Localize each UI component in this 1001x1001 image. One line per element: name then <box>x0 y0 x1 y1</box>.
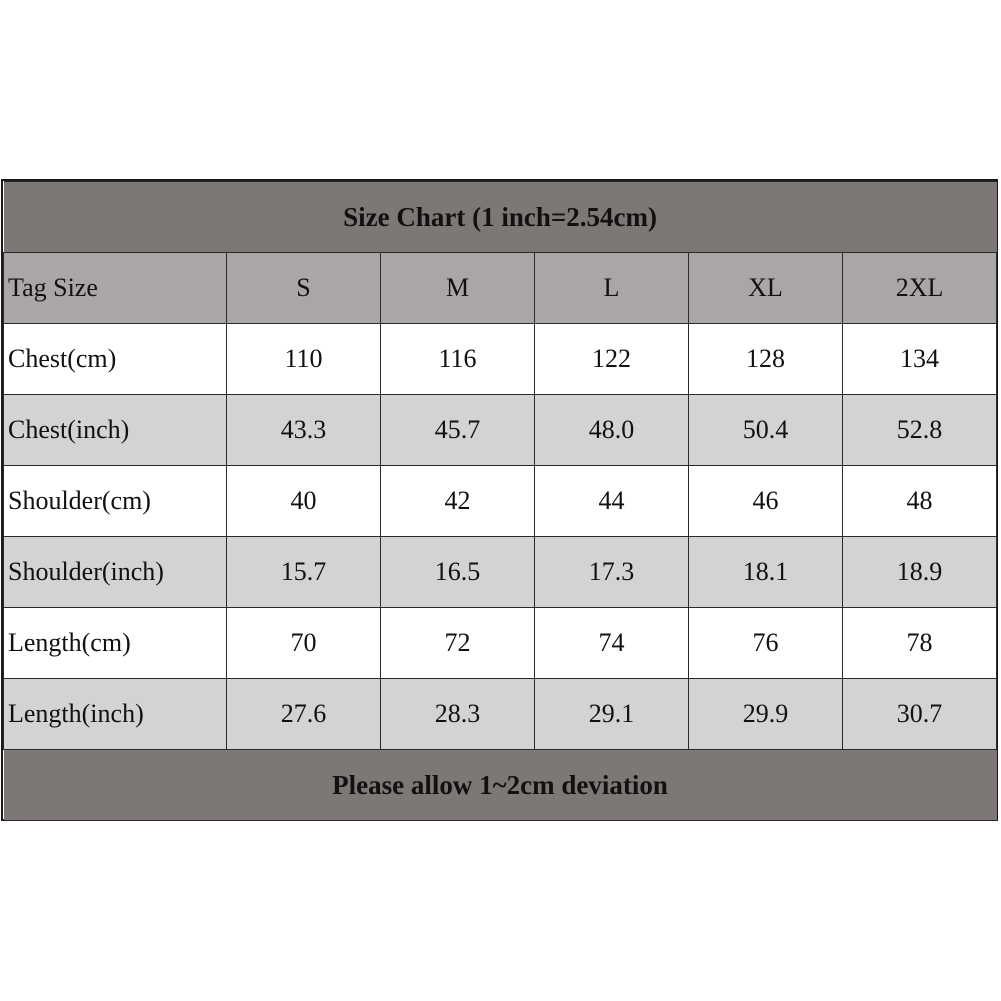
size-header-m: M <box>381 253 535 324</box>
table-cell: 28.3 <box>381 679 535 750</box>
table-cell: 18.1 <box>689 537 843 608</box>
size-table <box>3 181 997 821</box>
table-cell: 15.7 <box>227 537 381 608</box>
table-cell: 48.0 <box>535 395 689 466</box>
size-header-s: S <box>227 253 381 324</box>
header-label: Tag Size <box>4 253 227 324</box>
size-chart <box>1 179 998 821</box>
row-label: Shoulder(inch) <box>4 537 227 608</box>
table-cell: 29.9 <box>689 679 843 750</box>
table-cell: 128 <box>689 324 843 395</box>
table-cell: 116 <box>381 324 535 395</box>
table-cell: 40 <box>227 466 381 537</box>
footer-row <box>4 750 997 821</box>
table-cell: 27.6 <box>227 679 381 750</box>
chart-title: Size Chart (1 inch=2.54cm) <box>4 182 997 253</box>
table-cell: 122 <box>535 324 689 395</box>
table-cell: 43.3 <box>227 395 381 466</box>
table-cell: 78 <box>843 608 997 679</box>
row-label: Length(cm) <box>4 608 227 679</box>
table-cell: 16.5 <box>381 537 535 608</box>
table-row <box>4 324 997 395</box>
table-cell: 44 <box>535 466 689 537</box>
table-cell: 134 <box>843 324 997 395</box>
row-label: Shoulder(cm) <box>4 466 227 537</box>
table-cell: 74 <box>535 608 689 679</box>
size-header-xl: XL <box>689 253 843 324</box>
table-cell: 50.4 <box>689 395 843 466</box>
table-cell: 72 <box>381 608 535 679</box>
row-label: Chest(cm) <box>4 324 227 395</box>
header-row <box>4 253 997 324</box>
table-cell: 48 <box>843 466 997 537</box>
row-label: Chest(inch) <box>4 395 227 466</box>
table-cell: 18.9 <box>843 537 997 608</box>
table-cell: 110 <box>227 324 381 395</box>
table-row <box>4 466 997 537</box>
table-cell: 17.3 <box>535 537 689 608</box>
table-cell: 52.8 <box>843 395 997 466</box>
table-row <box>4 608 997 679</box>
row-label: Length(inch) <box>4 679 227 750</box>
table-cell: 29.1 <box>535 679 689 750</box>
title-row <box>4 182 997 253</box>
table-row <box>4 679 997 750</box>
table-cell: 76 <box>689 608 843 679</box>
table-row <box>4 537 997 608</box>
table-cell: 45.7 <box>381 395 535 466</box>
table-cell: 42 <box>381 466 535 537</box>
table-row <box>4 395 997 466</box>
deviation-note: Please allow 1~2cm deviation <box>4 750 997 821</box>
table-cell: 46 <box>689 466 843 537</box>
table-cell: 30.7 <box>843 679 997 750</box>
table-cell: 70 <box>227 608 381 679</box>
size-header-2xl: 2XL <box>843 253 997 324</box>
size-header-l: L <box>535 253 689 324</box>
